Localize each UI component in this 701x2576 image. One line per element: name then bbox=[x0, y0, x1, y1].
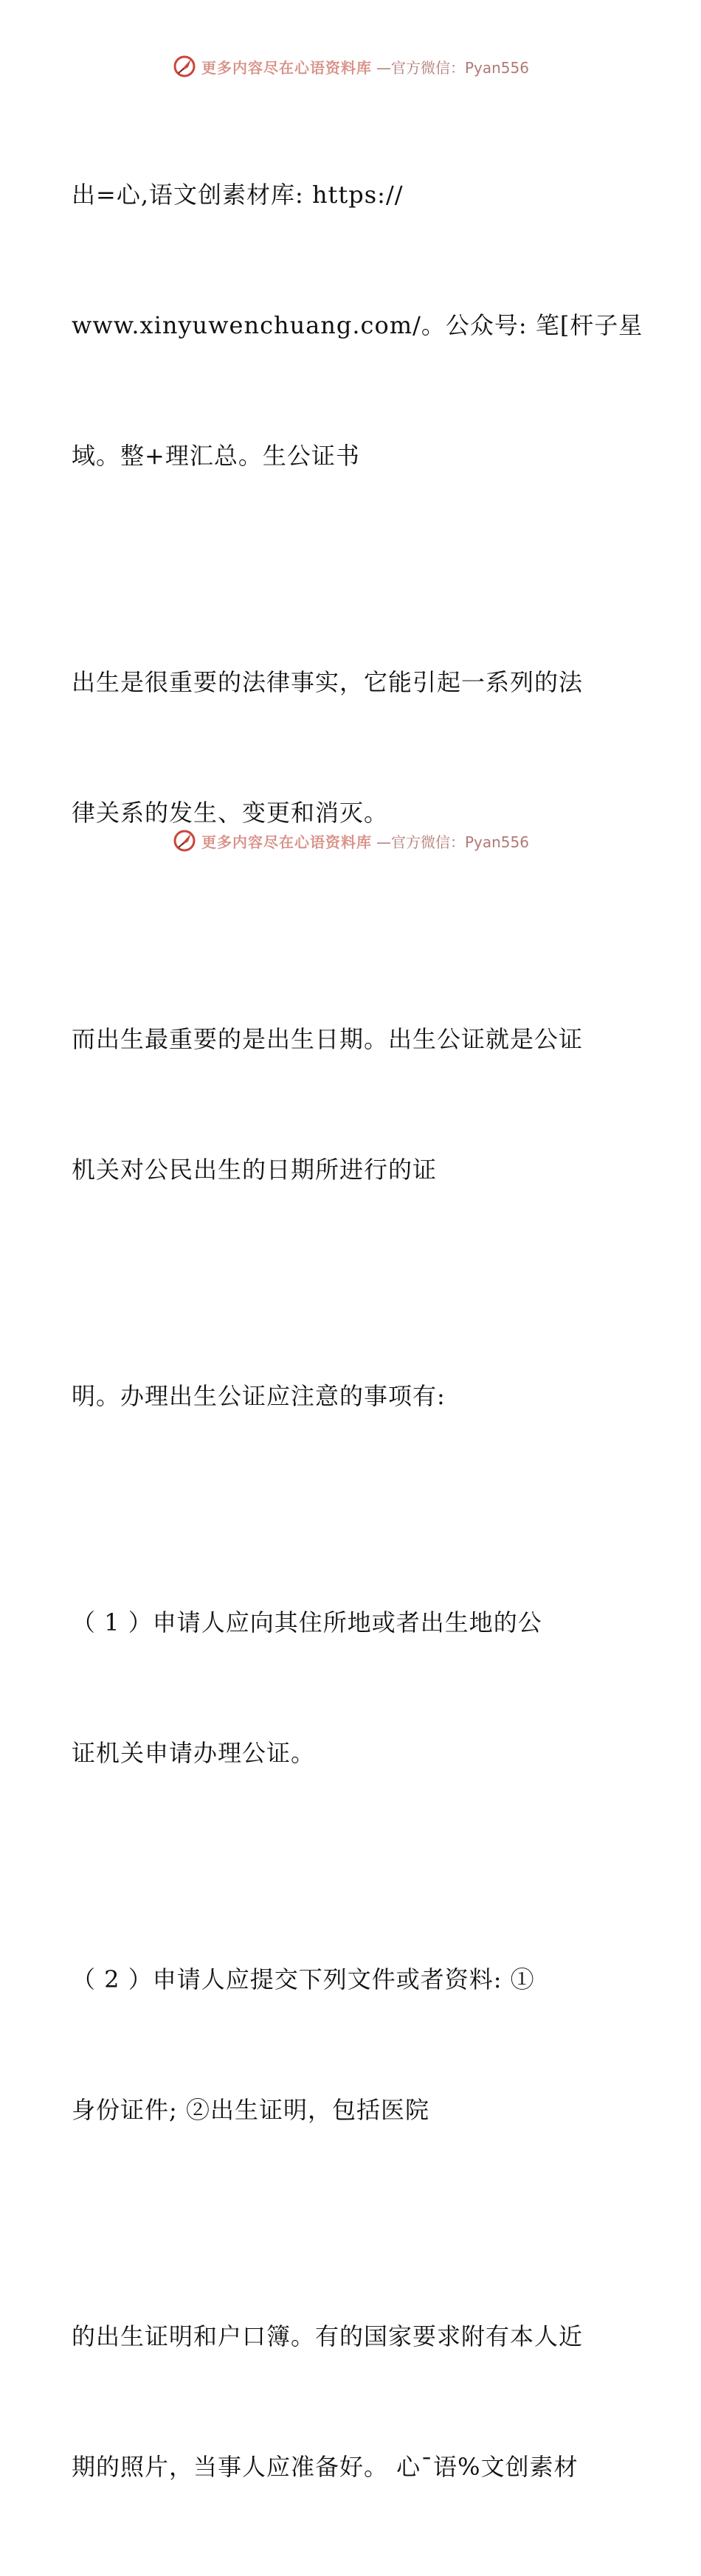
text-line: 机关对公民出生的日期所进行的证 bbox=[72, 1156, 438, 1184]
paragraph-definition bbox=[72, 931, 618, 1279]
paragraph-source-note bbox=[72, 86, 643, 565]
paragraph-item-2 bbox=[72, 1871, 618, 2219]
text-line: www.xinyuwenchuang.com/。公众号: 笔[杆子星 bbox=[72, 311, 643, 339]
quill-logo-icon bbox=[172, 828, 197, 853]
text-line: 期的照片，当事人应准备好。 心¯语%文创素材 bbox=[72, 2453, 579, 2481]
header-promo-text: 更多内容尽在心语资料库 bbox=[201, 58, 372, 77]
text-line: 的出生证明和户口簿。有的国家要求附有本人近 bbox=[72, 2322, 584, 2350]
text-line: 出=心,语文创素材库: https:// bbox=[72, 181, 404, 209]
text-line: 证机关申请办理公证。 bbox=[72, 1739, 316, 1767]
paragraph-item-1 bbox=[72, 1514, 618, 1862]
footer-promo-text: 更多内容尽在心语资料库 bbox=[201, 833, 372, 851]
text-line: （ 2 ）申请人应提交下列文件或者资料: ① bbox=[72, 1965, 535, 1993]
header-watermark bbox=[0, 52, 701, 81]
header-contact-text: —官方微信：Pyan556 bbox=[376, 58, 529, 77]
paragraph-intro bbox=[72, 574, 618, 922]
footer-contact-text: —官方微信：Pyan556 bbox=[376, 833, 529, 851]
paragraph-item-2-continued bbox=[72, 2228, 618, 2576]
footer-watermark bbox=[0, 826, 701, 855]
text-line: 而出生最重要的是出生日期。出生公证就是公证 bbox=[72, 1025, 584, 1053]
text-line: 律关系的发生、变更和消灭。 bbox=[72, 799, 389, 827]
text-line: 域。整+理汇总。生公证书 bbox=[72, 442, 360, 470]
paragraph-notes-heading bbox=[72, 1288, 618, 1505]
quill-logo-icon bbox=[172, 54, 197, 79]
text-line: （ 1 ）申请人应向其住所地或者出生地的公 bbox=[72, 1608, 542, 1636]
text-line: 明。办理出生公证应注意的事项有: bbox=[72, 1382, 446, 1410]
text-line: 身份证件; ②出生证明，包括医院 bbox=[72, 2096, 429, 2124]
text-line: 出生是很重要的法律事实，它能引起一系列的法 bbox=[72, 668, 584, 696]
document-body bbox=[72, 86, 643, 2576]
